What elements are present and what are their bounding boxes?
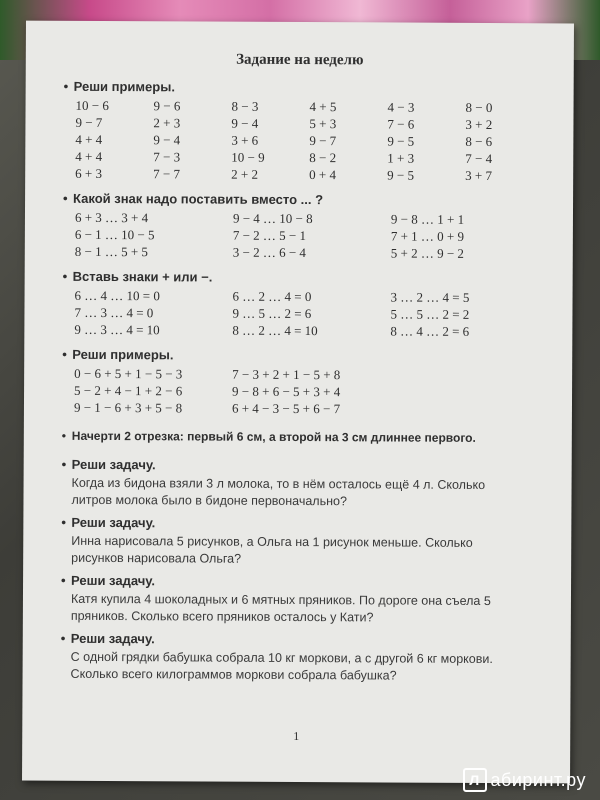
watermark-text: абиринт.ру — [490, 769, 586, 790]
section1-example: 9 − 5 — [387, 167, 415, 183]
section3-example: 9 … 3 … 4 = 10 — [74, 321, 160, 338]
labirint-logo-icon: Л — [463, 768, 487, 792]
section1-example: 8 − 6 — [465, 133, 493, 150]
section1-example: 3 + 2 — [465, 116, 493, 133]
section1-heading: • Реши примеры. — [63, 78, 176, 95]
section4-example: 6 + 4 − 3 − 5 + 6 − 7 — [231, 400, 341, 417]
section4-example: 7 − 3 + 2 + 1 − 5 + 8 — [232, 366, 341, 383]
section1-example: 4 − 3 — [387, 99, 415, 115]
section1-example: 4 + 4 — [75, 131, 103, 147]
section1-example: 1 + 3 — [387, 150, 415, 166]
section1-example: 3 + 6 — [231, 132, 259, 148]
section1-example: 8 − 3 — [231, 98, 259, 114]
section1-row — [75, 165, 525, 184]
section2-example: 8 − 1 … 5 + 5 — [74, 243, 148, 260]
section2-example: 7 + 1 … 0 + 9 — [390, 228, 465, 244]
section6-heading: • Реши задачу. — [61, 456, 156, 473]
section5-heading: • Начерти 2 отрезка: первый 6 см, а второй на 3 см длиннее первого. — [61, 428, 476, 445]
section8-text: Катя купила 4 шоколадных и 6 мятных пряников. По дороге она съела 5 пряников. Сколько всего пряников осталось у Кати? — [70, 591, 491, 625]
section1-example: 0 + 4 — [309, 167, 337, 183]
section1-example: 9 − 7 — [75, 114, 103, 130]
section3-examples — [74, 287, 540, 340]
section4-row — [74, 399, 432, 418]
section8-heading: • Реши задачу. — [61, 572, 156, 589]
section1-example: 9 − 4 — [231, 115, 259, 131]
section1-example: 2 + 2 — [231, 166, 259, 182]
section2-example: 5 + 2 … 9 − 2 — [390, 245, 464, 261]
section2-example: 6 + 3 … 3 + 4 — [74, 209, 149, 226]
section3-example: 6 … 4 … 10 = 0 — [74, 287, 160, 304]
section2-example: 7 − 2 … 5 − 1 — [232, 227, 307, 244]
section1-example: 5 + 3 — [309, 116, 337, 132]
section7-heading: • Реши задачу. — [61, 514, 156, 531]
section1-example: 7 − 7 — [153, 166, 181, 182]
worksheet-page — [22, 21, 574, 784]
section2-example: 9 − 8 … 1 + 1 — [390, 211, 465, 227]
section4-example: 9 − 1 − 6 + 3 + 5 − 8 — [73, 399, 183, 416]
section4-example: 0 − 6 + 5 + 1 − 5 − 3 — [74, 365, 183, 382]
section3-example: 8 … 4 … 2 = 6 — [390, 323, 470, 339]
section4-example: 9 − 8 + 6 − 5 + 3 + 4 — [232, 383, 341, 400]
section1-example: 7 − 6 — [387, 116, 415, 132]
page-title: Задание на неделю — [236, 51, 364, 69]
section3-heading: • Вставь знаки + или −. — [62, 268, 213, 285]
section2-heading: • Какой знак надо поставить вместо ... ? — [63, 190, 324, 208]
section2-example: 9 − 4 … 10 − 8 — [232, 210, 313, 227]
section3-row — [74, 321, 540, 340]
section4-heading: • Реши примеры. — [62, 346, 174, 363]
section4-example: 5 − 2 + 4 − 1 + 2 − 6 — [74, 382, 183, 399]
section1-example: 10 − 9 — [231, 149, 265, 165]
section1-example: 2 + 3 — [153, 115, 181, 131]
section2-example: 3 − 2 … 6 − 4 — [232, 244, 306, 261]
section1-example: 9 − 4 — [153, 132, 181, 148]
page-number: 1 — [293, 728, 300, 744]
section9-text: С одной грядки бабушка собрала 10 кг моркови, а с другой 6 кг моркови. Сколько всего килограммов моркови собрала бабушка? — [70, 649, 493, 683]
section1-example: 9 − 7 — [309, 133, 337, 149]
section3-example: 9 … 5 … 2 = 6 — [232, 305, 312, 322]
section2-example: 6 − 1 … 10 − 5 — [74, 226, 155, 243]
section4-examples — [74, 365, 432, 418]
section2-row — [75, 243, 541, 262]
section4-row — [74, 382, 432, 401]
section3-example: 8 … 2 … 4 = 10 — [232, 322, 318, 339]
section9-heading: • Реши задачу. — [60, 630, 155, 647]
section6-text: Когда из бидона взяли 3 л молока, то в нём осталось ещё 4 л. Сколько литров молока было в бидоне первоначально? — [71, 475, 486, 509]
section3-example: 7 … 3 … 4 = 0 — [74, 304, 154, 321]
section1-example: 10 − 6 — [75, 97, 109, 114]
section1-example: 9 − 6 — [153, 98, 181, 114]
section1-example: 6 + 3 — [75, 165, 103, 181]
section4-row — [74, 365, 432, 384]
section1-example: 9 − 5 — [387, 133, 415, 149]
section3-example: 5 … 5 … 2 = 2 — [390, 306, 470, 322]
section7-text: Инна нарисовала 5 рисунков, а Ольга на 1 рисунок меньше. Сколько рисунков нарисовала Ольга? — [71, 533, 473, 566]
section3-example: 6 … 2 … 4 = 0 — [232, 288, 312, 305]
section1-example: 7 − 3 — [153, 149, 181, 165]
section3-example: 3 … 2 … 4 = 5 — [390, 289, 470, 305]
section2-examples — [75, 209, 541, 262]
section1-example: 4 + 4 — [75, 148, 103, 164]
section1-example: 4 + 5 — [309, 99, 337, 115]
section1-example: 3 + 7 — [465, 167, 493, 184]
section1-examples — [75, 97, 525, 184]
labirint-watermark — [463, 768, 586, 792]
section1-example: 7 − 4 — [465, 150, 493, 167]
section1-example: 8 − 0 — [465, 99, 493, 116]
section1-example: 8 − 2 — [309, 150, 337, 166]
